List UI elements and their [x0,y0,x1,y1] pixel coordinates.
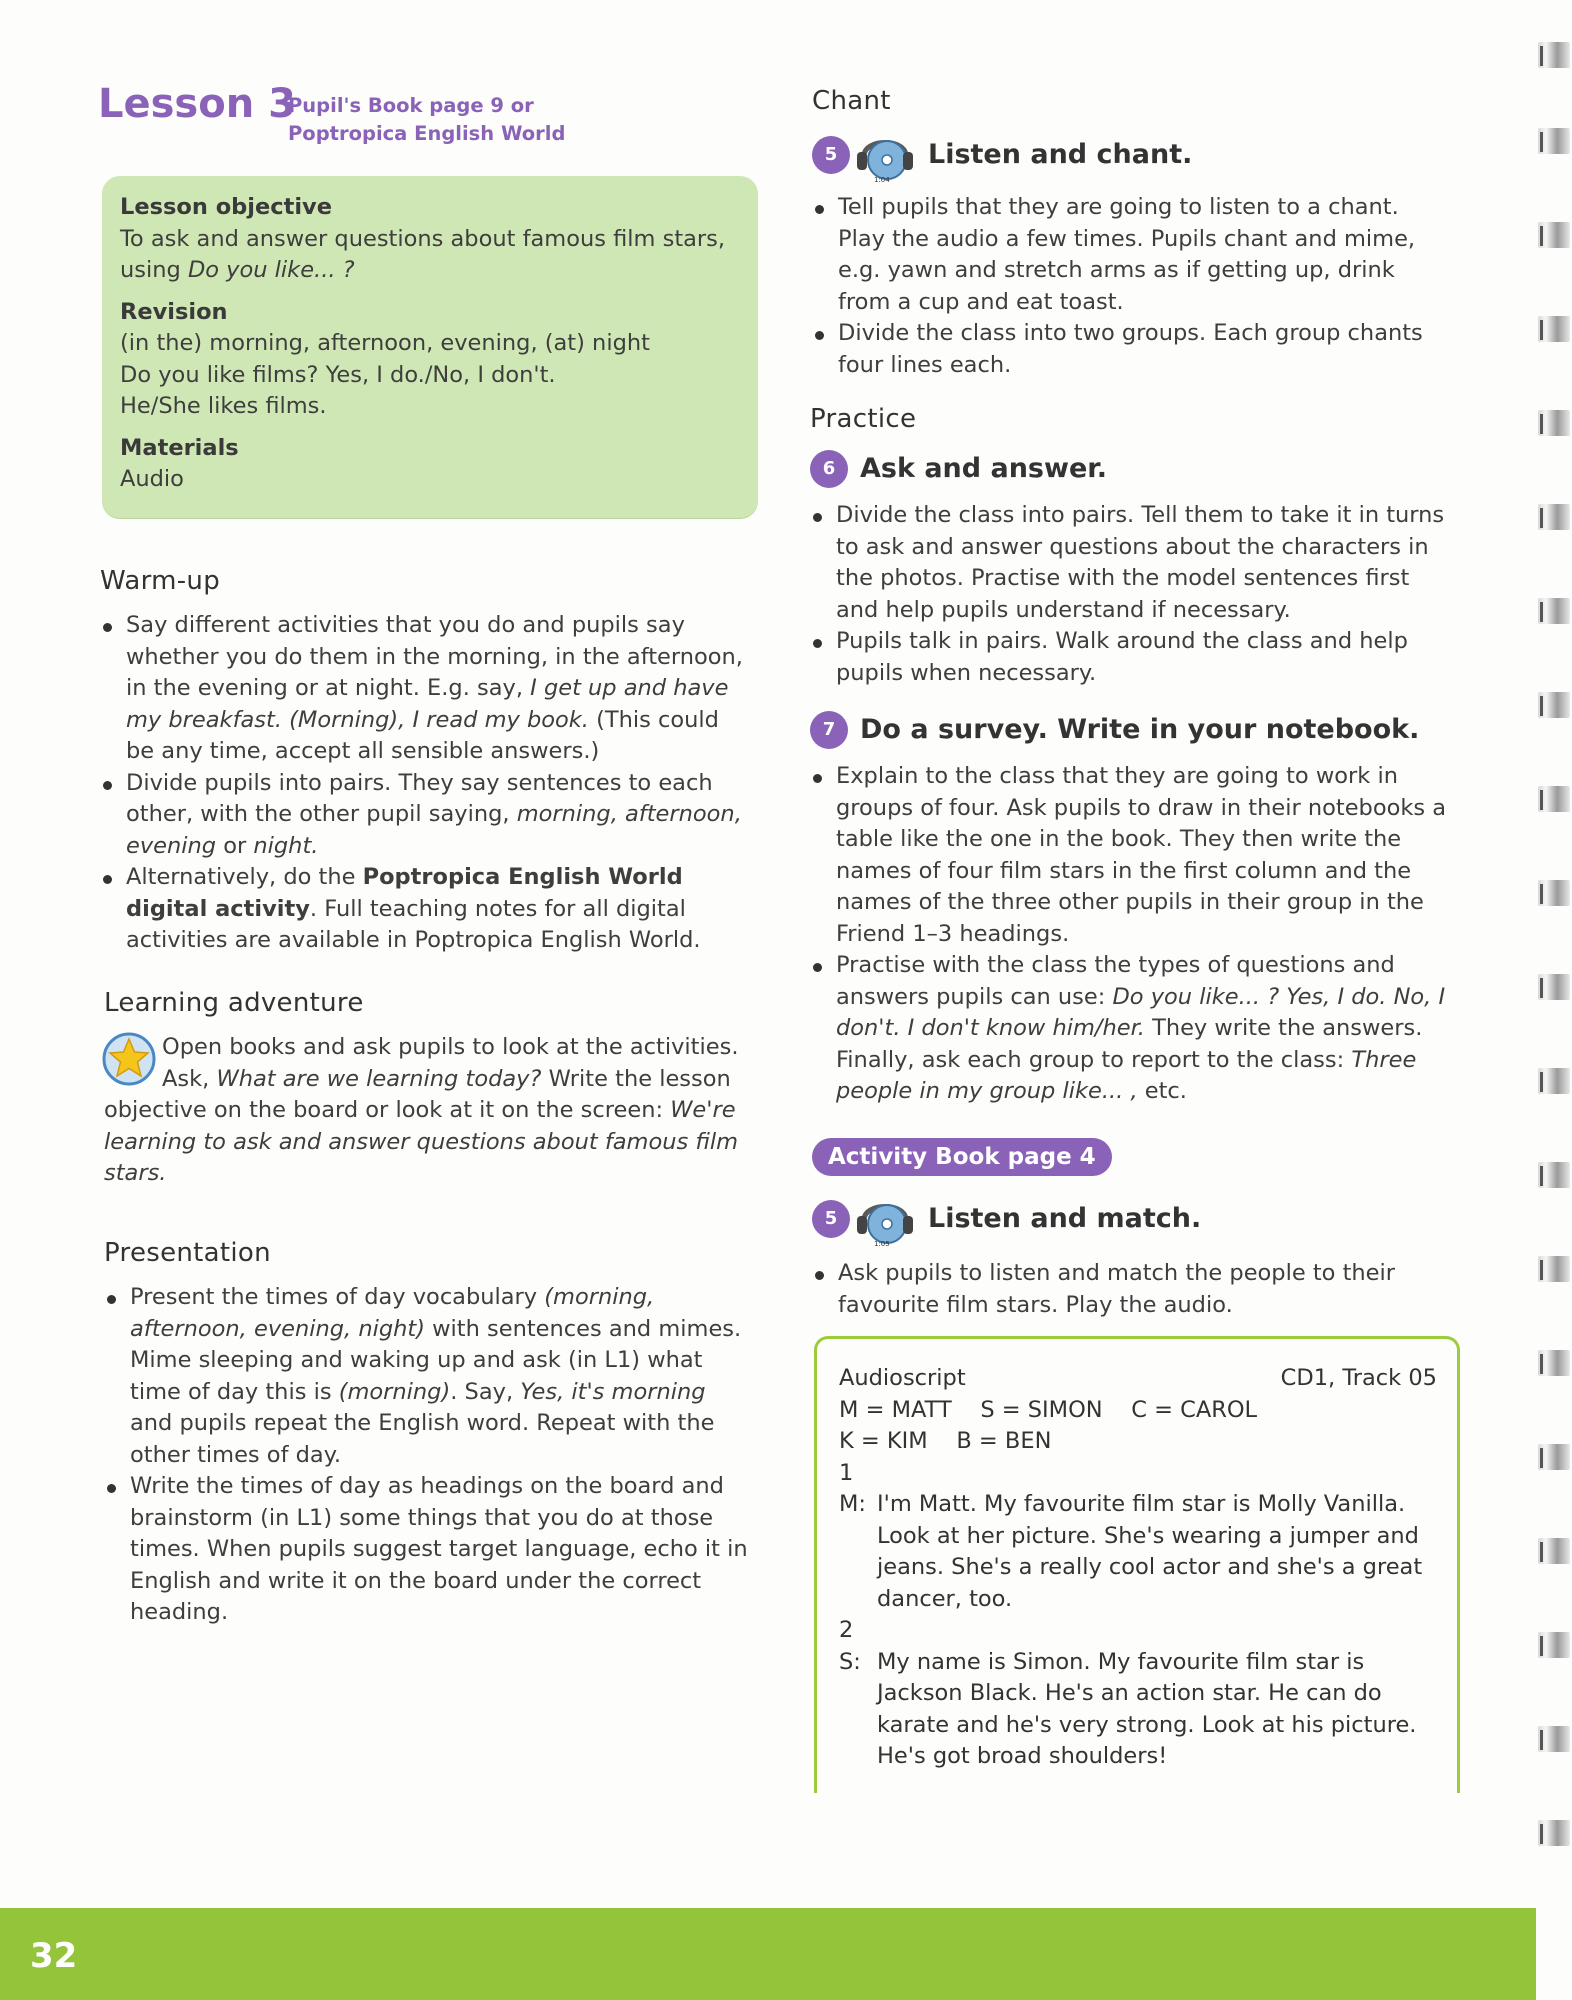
audioscript-number: 2 [839,1617,854,1643]
page-footer [0,1908,1536,2000]
list-item: Ask pupils to listen and match the people to their favourite film stars. Play the audio. [812,1258,1452,1321]
activity-5-match-list [812,1258,1452,1321]
revision-line: He/She likes films. [120,393,327,419]
practice-section [810,402,1452,1108]
audioscript-header [839,1363,1437,1395]
activity-book-pill: Activity Book page 4 [812,1138,1112,1176]
activity-title: Ask and answer. [860,453,1107,484]
chant-list [812,192,1452,381]
activity-7-list [810,761,1452,1108]
activity-number: 6 [810,450,848,488]
list-item: Write the times of day as headings on the board and brainstorm (in L1) some things that you do at those times. When pupils suggest target language, echo it in English and write it on the board under the correct heading. [104,1471,754,1629]
page-number: 32 [30,1936,78,1976]
audio-cd-icon [854,126,916,184]
activity-book-section [812,1138,1452,1321]
speaker-label: M: [839,1491,866,1517]
activity-6 [810,450,1452,488]
warmup-heading: Warm-up [100,566,221,596]
speaker-text: I'm Matt. My favourite film star is Molly Vanilla. Look at her picture. She's wearing a jumper and jeans. She's a really cool actor and she's a great dancer, too. [877,1491,1423,1612]
materials-heading: Materials [120,434,239,461]
activity-7 [810,711,1452,749]
activity-title: Do a survey. Write in your notebook. [860,714,1420,745]
activity-number: 5 [812,136,850,174]
list-item: Explain to the class that they are going to work in groups of four. Ask pupils to draw in their notebooks a table like the one in the book. They then write the names of four film stars in the first column and the names of the three other pupils in their group in the Friend 1–3 headings. [810,761,1452,950]
chant-section [812,84,1452,381]
list-item: Present the times of day vocabulary (morning, afternoon, evening, night) with sentences and mimes. Mime sleeping and waking up and ask (in L1) what time of day this is (morning). Say, Yes, it's morning and pupils repeat the English word. Repeat with the other times of day. [104,1282,754,1471]
lesson-objective-box [102,176,758,518]
star-icon [102,1032,156,1086]
audioscript-line [839,1647,1437,1773]
activity-6-list [810,500,1452,689]
cd-track-label: 1:05 [874,1240,890,1248]
objective-heading: Lesson objective [120,194,332,220]
practice-heading: Practice [810,404,917,434]
list-item: Divide the class into two groups. Each group chants four lines each. [812,318,1452,381]
activity-5-chant [812,126,1452,184]
warmup-list [100,610,750,957]
speaker-text: My name is Simon. My favourite film star is Jackson Black. He's an action star. He can do karate and he's very strong. Look at his picture. He's got broad shoulders! [877,1648,1417,1769]
list-item: Alternatively, do the Poptropica English World digital activity. Full teaching notes for all digital activities are available in Poptropica English World. [100,862,750,957]
learning-adventure-heading: Learning adventure [104,988,364,1018]
materials-text: Audio [120,466,184,492]
audioscript-box [814,1336,1460,1793]
audioscript-line [839,1489,1437,1615]
activity-5-match [812,1190,1452,1248]
list-item: Tell pupils that they are going to listen to a chant. Play the audio a few times. Pupils chant and mime, e.g. yawn and stretch arms as if getting up, drink from a cup and eat toast. [812,192,1452,318]
speaker-label: S: [839,1648,861,1675]
list-item: Say different activities that you do and pupils say whether you do them in the morning, in the afternoon, in the evening or at night. E.g. say, I get up and have my breakfast. (Morning), I read my book. (This could be any time, accept all sensible answers.) [100,610,750,768]
lesson-ref-line1: Pupil's Book page 9 or [288,94,534,117]
audioscript-number: 1 [839,1459,854,1486]
audioscript-cast: K = KIM B = BEN [839,1428,1052,1454]
activity-title: Listen and match. [928,1203,1202,1234]
list-item: Pupils talk in pairs. Walk around the class and help pupils when necessary. [810,626,1452,689]
activity-number: 5 [812,1200,850,1238]
list-item: Divide the class into pairs. Tell them to take it in turns to ask and answer questions about the characters in the photos. Practise with the model sentences first and help pupils understand if necessary. [810,500,1452,626]
list-item: Practise with the class the types of questions and answers pupils can use: Do you like... ? Yes, I do. No, I don't. I don't know him/her. They write the answers. Finally, ask each group to report to the class: Three people in my group like... , etc. [810,950,1452,1108]
revision-heading: Revision [120,298,228,325]
revision-line: Do you like films? Yes, I do./No, I don't. [120,361,556,388]
presentation-list [104,1282,754,1629]
presentation-heading: Presentation [104,1238,271,1268]
learning-adventure-text: Open books and ask pupils to look at the activities. Ask, What are we learning today? Write the lesson objective on the board or look at it on the screen: We're learning to ask and answer questions about famous film stars. [104,1034,739,1186]
objective-text: To ask and answer questions about famous film stars, using Do you like... ? [120,225,726,283]
lesson-title: Lesson 3 [98,81,296,127]
cd-track-label: 1:04 [874,176,890,184]
list-item: Divide pupils into pairs. They say sentences to each other, with the other pupil saying, morning, afternoon, evening or night. [100,768,750,863]
audioscript-track: CD1, Track 05 [1280,1365,1437,1391]
audioscript-cast: M = MATT S = SIMON C = CAROL [839,1396,1258,1423]
activity-number: 7 [810,711,848,749]
audioscript-label: Audioscript [839,1365,966,1391]
audio-cd-icon [854,1190,916,1248]
lesson-ref-line2: Poptropica English World [288,122,566,145]
learning-adventure-section [104,986,744,1190]
activity-title: Listen and chant. [928,139,1193,170]
warmup-section [100,564,750,957]
chant-heading: Chant [812,86,891,116]
lesson-reference [288,92,688,148]
presentation-section [104,1236,754,1629]
revision-line: (in the) morning, afternoon, evening, (at) night [120,330,650,356]
